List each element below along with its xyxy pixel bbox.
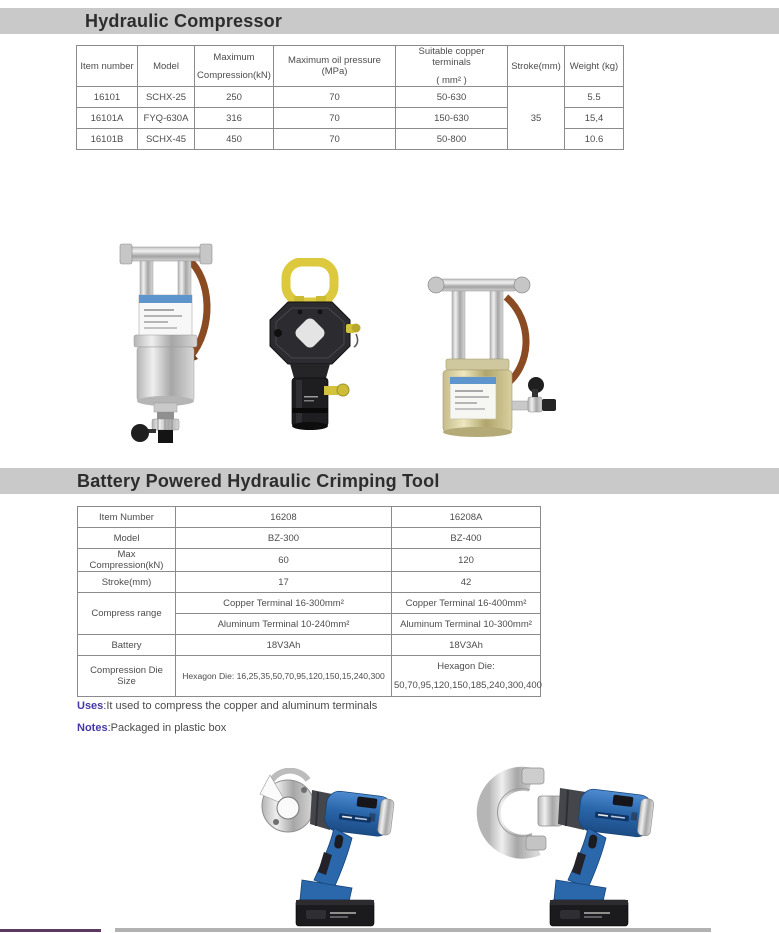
table-cell: Copper Terminal 16-400mm² [392,593,541,614]
table-cell: 16208 [176,507,392,528]
table-cell: Aluminum Terminal 10-300mm² [392,614,541,635]
col-header-stroke: Stroke(mm) [508,46,565,87]
table-cell: 70 [274,108,396,129]
hydraulic-compressor-spec-table [76,45,624,150]
table-cell: Copper Terminal 16-300mm² [176,593,392,614]
row-label: Item Number [78,507,176,528]
table-row [78,507,541,528]
uses-text: :It used to compress the copper and aluminum terminals [103,700,378,712]
die-line-1: Hexagon Die: [437,661,495,672]
table-cell: 60 [176,549,392,572]
photo-crimping-tool-bz400 [466,764,666,930]
col-header-weight: Weight (kg) [565,46,624,87]
row-label: Stroke(mm) [78,572,176,593]
table-cell: 18V3Ah [176,635,392,656]
table-cell: 10.6 [565,129,624,150]
row-label-compress-range: Compress range [78,593,176,635]
table-row [78,572,541,593]
photo-hydraulic-compressor-silver [118,237,214,443]
row-label: Max Compression(kN) [78,549,176,572]
table-row [78,593,541,614]
table-cell: 42 [392,572,541,593]
table-cell: 18V3Ah [392,635,541,656]
row-label: Model [78,528,176,549]
table-cell: BZ-400 [392,528,541,549]
row-label: Compression Die Size [78,656,176,697]
table-cell: 120 [392,549,541,572]
col-header-oil-pressure: Maximum oil pressure (MPa) [274,46,396,87]
table-cell: 50-630 [396,87,508,108]
table-cell: Hexagon Die: 16,25,35,50,70,95,120,150,15,240,300 [176,656,392,697]
table-row [78,656,541,697]
table-cell: 16101B [77,129,138,150]
table-row [77,87,624,108]
table-cell-stroke-merged: 35 [508,87,565,150]
footer-divider-line [115,928,711,932]
table-cell: 150-630 [396,108,508,129]
table-cell: FYQ-630A [138,108,195,129]
table-cell: 16208A [392,507,541,528]
table-cell: SCHX-45 [138,129,195,150]
table-row [78,549,541,572]
section-header-hydraulic-compressor [0,8,779,34]
table-cell: 70 [274,129,396,150]
table-cell: 5.5 [565,87,624,108]
die-line-2: 50,70,95,120,150,185,240,300,400 [394,680,542,691]
row-label: Battery [78,635,176,656]
notes-line [77,722,226,734]
table-row [78,528,541,549]
table-cell: 250 [195,87,274,108]
section-header-battery-crimping-tool [0,468,779,494]
table-row [78,635,541,656]
table-cell: 50-800 [396,129,508,150]
table-cell: 450 [195,129,274,150]
table-header-row [77,46,624,87]
uses-line [77,700,377,712]
table-cell: 16101A [77,108,138,129]
table-cell: 16101 [77,87,138,108]
battery-crimping-spec-table [77,506,541,697]
table-cell: 70 [274,87,396,108]
table-cell: Aluminum Terminal 10-240mm² [176,614,392,635]
header-line-2: ( mm² ) [436,75,467,86]
col-header-item-number: Item number [77,46,138,87]
notes-text: :Packaged in plastic box [107,722,227,734]
table-cell [392,656,541,697]
table-cell: 17 [176,572,392,593]
col-header-terminals [396,46,508,87]
photo-hydraulic-compressor-brass [416,271,566,443]
section-title: Battery Powered Hydraulic Crimping Tool [77,471,440,491]
header-line-1: Maximum [213,51,255,63]
photo-crimping-tool-bz300 [258,768,398,930]
header-line-2: Compression(kN) [197,69,271,81]
col-header-model: Model [138,46,195,87]
table-cell: 15,4 [565,108,624,129]
table-cell: BZ-300 [176,528,392,549]
col-header-max-compression [195,46,274,87]
table-cell: 316 [195,108,274,129]
notes-label: Notes [77,722,108,734]
header-line-1: Suitable copper terminals [418,46,485,68]
uses-label: Uses [77,700,104,712]
section-title: Hydraulic Compressor [85,11,283,31]
footer-accent-line [0,929,101,932]
photo-hydraulic-compressor-black [258,258,362,438]
table-cell: SCHX-25 [138,87,195,108]
